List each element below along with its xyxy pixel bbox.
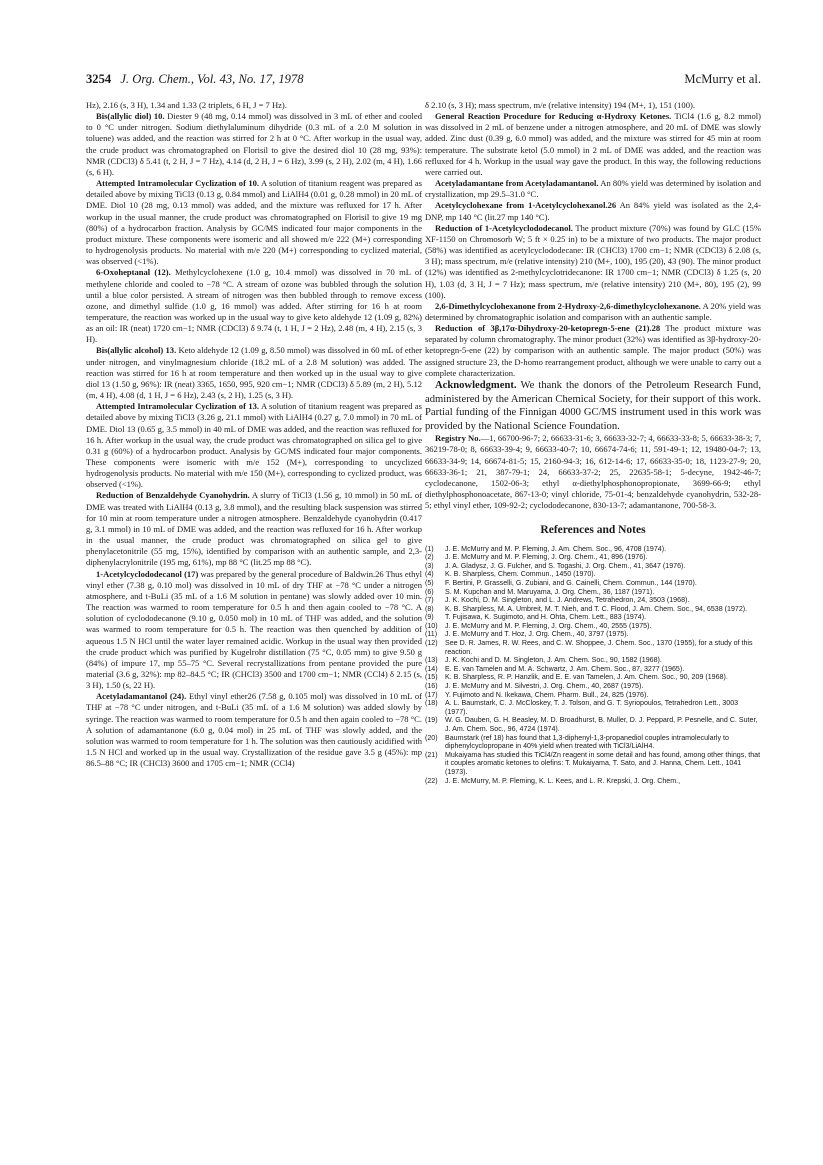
reference-item — [425, 579, 761, 588]
paragraph-heading: Bis(allylic diol) 10. — [96, 111, 165, 122]
experimental-paragraph — [425, 200, 761, 222]
reference-number: (6) — [425, 587, 434, 596]
references-title: References and Notes — [540, 524, 646, 537]
reference-text: J. K. Kochi, D. M. Singleton, and L. J. Andrews, Tetrahedron, 24, 3503 (1968). — [445, 596, 690, 605]
experimental-paragraph — [86, 569, 422, 692]
reference-text: J. E. McMurry and M. Silvestri, J. Org. Chem., 40, 2687 (1975). — [445, 682, 644, 691]
reference-item — [425, 596, 761, 605]
reference-text: K. B. Sharpless, M. A. Umbreit, M. T. Nieh, and T. C. Flood, J. Am. Chem. Soc., 94, 6538 (1972). — [445, 604, 748, 613]
reference-item — [425, 613, 761, 622]
reference-item — [425, 553, 761, 562]
reference-number: (13) — [425, 656, 438, 665]
reference-number: (17) — [425, 690, 438, 699]
paragraph-text: Methylcyclohexene (1.0 g, 10.4 mmol) was dissolved in 70 mL of methylene chloride and cooled to −78 °C. A stream of ozone was bubbled through the solution until a blue color persisted. A stream of nitrogen was then bubbled through to remove excess ozone, and dimethyl sulfide (1.0 g, 16 mmol) was added. After stirring for 16 h at room temperature, the reaction was worked up in the usual way to give keto aldehyde 12 (1.09 g, 82%) as an oil: IR (neat) 1720 cm−1; NMR (CDCl3) δ 9.74 (t, 1 H, J = 2 Hz), 2.48 (m, 4 H), 2.15 (s, 3 H). — [86, 267, 422, 345]
page-number: 3254 — [86, 72, 112, 86]
paragraph-heading: Attempted Intramolecular Cyclization of 10. — [96, 178, 259, 189]
reference-number: (3) — [425, 561, 434, 570]
reference-item — [425, 673, 761, 682]
references-list — [425, 545, 761, 786]
paragraph-heading: Reduction of 1-Acetylcyclododecanol. — [435, 222, 573, 233]
experimental-paragraph — [86, 267, 422, 345]
reference-text: J. A. Gladysz, J. G. Fulcher, and S. Togashi, J. Org. Chem., 41, 3647 (1976). — [445, 561, 686, 570]
reference-item — [425, 605, 761, 614]
experimental-paragraph — [86, 178, 422, 267]
acknowledgment-heading: Acknowledgment. — [435, 379, 517, 391]
paragraph-heading: Acetyladamantanol (24). — [96, 691, 187, 702]
reference-number: (7) — [425, 596, 434, 605]
reference-number: (4) — [425, 570, 434, 579]
reference-number: (21) — [425, 750, 438, 759]
reference-text: T. Fujisawa, K. Sugimoto, and H. Ohta, Chem. Lett., 883 (1974). — [445, 613, 647, 622]
experimental-paragraph — [86, 345, 422, 401]
paragraph-heading: Attempted Intramolecular Cyclization of 13. — [96, 401, 259, 412]
reference-text: J. E. McMurry and T. Hoz, J. Org. Chem., 40, 3797 (1975). — [445, 630, 629, 639]
reference-number: (15) — [425, 673, 438, 682]
reference-text: J. E. McMurry, M. P. Fleming, K. L. Kees, and L. R. Krepski, J. Org. Chem., — [445, 776, 681, 785]
paragraph-heading: General Reaction Procedure for Reducing α-Hydroxy Ketones. — [435, 111, 672, 122]
experimental-paragraph — [425, 301, 761, 323]
paragraph-text: The product mixture (70%) was found by GLC (15% XF-1150 on Chromosorb W; 5 ft × 0.25 in) to be a mixture of two products. The major product (58%) was identified as acetylcyclododecane: IR (CHCl3) 1700 cm−1; NMR (CDCl3) δ 2.08 (s, 3 H); mass spectrum, m/e (relative intensity) 210 (M+, 100), 195 (20), 43 (90). The minor product (12%) was identified as 2-methylcyclotridecanone: IR 1700 cm−1; NMR (CDCl3) δ 1.25 (s, 20 H), 1.03 (d, 3 H, J = 7 Hz); mass spectrum, m/e (relative intensity) 210 (M+, 80), 195 (2), 99 (100). — [425, 222, 762, 300]
paragraph-text: δ 2.10 (s, 3 H); mass spectrum, m/e (relative intensity) 194 (M+, 1), 151 (100). — [425, 100, 695, 110]
experimental-paragraph — [425, 100, 761, 111]
reference-number: (19) — [425, 716, 438, 725]
reference-text: K. B. Sharpless, R. P. Hanzlik, and E. E. van Tamelen, J. Am. Chem. Soc., 90, 209 (1968). — [445, 673, 728, 682]
paragraph-text: A solution of titanium reagent was prepared as detailed above by mixing TiCl3 (0.13 g, 0.84 mmol) and LiAlH4 (0.01 g, 0.28 mmol) in 20 mL of DME. Diol 10 (28 mg, 0.13 mmol) was added, and the mixture was refluxed for 17 h. After workup in the usual manner, the crude product was chromatographed on Florisil to give 19 mg (80%) of a hydrocarbon fraction. Analysis by GC/MS indicated four major components in the product mixture. These components were isomeric and all showed m/e 222 (M+) corresponding to hydrogenolysis products. No material with m/e 220 (M+) corresponding to cyclized material, was observed (<1%). — [86, 178, 423, 267]
paragraph-text: was prepared by the general procedure of Baldwin.26 Thus ethyl vinyl ether (7.38 g, 0.10 mol) was dissolved in 10 mL of dry THF at −78 °C under a nitrogen atmosphere, and t-BuLi (35 mL of a 1.6 M solution in pentane) was slowly added over 10 min. The reaction was warmed to room temperature for 0.5 h and then again cooled to −78 °C. A solution of cyclododecanone (9.10 g, 0.050 mol) in 10 mL of THF was added, and the solution was warmed to room temperature for 0.5 h. The reaction was then quenched by addition of aqueous 1.5 N HCl until the water layer remained acidic. Workup in the usual way then provided the crude product which was purified by Kugelrohr distillation (75 °C, 0.05 mm) to give 9.50 g (84%) of impure 17, mp 55–75 °C. Several recrystallizations from pentane provided the pure material (3.6 g, 32%): mp 82–84.5 °C; IR (CHCl3) 3500 and 1700 cm−1; NMR (CCl4) δ 2.15 (s, 3 H), 1.50 (s, 22 H). — [86, 568, 422, 691]
reference-item — [425, 622, 761, 631]
reference-number: (8) — [425, 604, 434, 613]
reference-text: J. E. McMurry and M. P. Fleming, J. Org. Chem., 41, 896 (1976). — [445, 553, 648, 562]
reference-item — [425, 630, 761, 639]
reference-item — [425, 734, 761, 751]
experimental-continued — [425, 100, 761, 379]
registry-numbers — [425, 433, 761, 511]
experimental-paragraph — [86, 401, 422, 490]
reference-text: Baumstark (ref 18) has found that 1,3-diphenyl-1,3-propanediol couples intramolecularly to diphenylcyclopropane in 40% yield when treated with TiCl3/LiAlH4. — [445, 733, 729, 751]
reference-number: (5) — [425, 578, 434, 587]
registry-heading: Registry No. — [435, 433, 481, 444]
reference-item — [425, 777, 761, 786]
reference-item — [425, 545, 761, 554]
reference-number: (20) — [425, 733, 438, 742]
reference-number: (22) — [425, 776, 438, 785]
reference-text: F. Bertini, P. Grasselli, G. Zubiani, and G. Cainelli, Chem. Commun., 144 (1970). — [445, 578, 697, 587]
paragraph-heading: 6-Oxoheptanal (12). — [96, 267, 171, 278]
reference-text: Y. Fujimoto and N. Ikekawa, Chem. Pharm. Bull., 24, 825 (1976). — [445, 690, 649, 699]
experimental-paragraph — [86, 100, 422, 111]
reference-item — [425, 682, 761, 691]
experimental-paragraph — [86, 691, 422, 769]
paragraph-heading: Reduction of Benzaldehyde Cyanohydrin. — [96, 490, 250, 501]
reference-number: (2) — [425, 553, 434, 562]
paragraph-heading: 1-Acetylcyclododecanol (17) — [96, 568, 199, 579]
reference-number: (10) — [425, 621, 438, 630]
reference-item — [425, 639, 761, 656]
running-authors: McMurry et al. — [684, 72, 761, 86]
acknowledgment-text: We thank the donors of the Petroleum Research Fund, administered by the American Chemical Society, for their support of this work. Partial funding of the Finnigan 4000 GC/MS instrument used in this work was provided by the National Science Foundation. — [425, 379, 761, 432]
reference-item — [425, 751, 761, 777]
paragraph-text: A solution of titanium reagent was prepared as detailed above by mixing TiCl3 (3.26 g, 21.1 mmol) with LiAlH4 (0.27 g, 7.0 mmol) in 70 mL of DME. Diol 13 (0.65 g, 3.5 mmol) in 40 mL of DME was added, and the reaction was refluxed for 16 h. After workup in the usual way, the crude product was chromatographed on silica gel to give 0.31 g (60%) of a hydrocarbon product. Analysis by GC/MS indicated four major components. These components were isomeric with m/e 152 (M+), corresponding to uncyclized hydrogenolysis products. No material with m/e 150 (M+), corresponding to cyclized product, was observed (<1%). — [86, 401, 423, 490]
reference-item — [425, 691, 761, 700]
reference-text: A. L. Baumstark, C. J. McCloskey, T. J. Tolson, and G. T. Syriopoulos, Tetrahedron Lett., 3003 (1977). — [445, 699, 739, 716]
paragraph-text: A 20% yield was determined by chromatographic isolation and comparison with an authentic sample. — [425, 300, 761, 322]
reference-number: (1) — [425, 544, 434, 553]
reference-text: J. E. McMurry and M. P. Fleming, J. Org. Chem., 40, 2555 (1975). — [445, 621, 652, 630]
reference-item — [425, 656, 761, 665]
paragraph-heading: Bis(allylic alcohol) 13. — [96, 345, 177, 356]
paragraph-text: The product mixture was separated by column chromatography. The minor product (32%) was identified as 3β-hydroxy-20-ketopregn-5-ene (22) by comparison with an authentic sample. The major product (50%) was assigned structure 23, the D-homo rearrangement product, although we were unable to carry out a complete characterization. — [425, 323, 761, 378]
reference-text: W. G. Dauben, G. H. Beasley, M. D. Broadhurst, B. Muller, D. J. Peppard, P. Pesnelle, and C. Suter, J. Am. Chem. Soc., 96, 4724 (1974). — [445, 716, 758, 733]
reference-text: J. K. Kochi and D. M. Singleton, J. Am. Chem. Soc., 90, 1582 (1968). — [445, 656, 662, 665]
paragraph-text: Keto aldehyde 12 (1.09 g, 8.50 mmol) was dissolved in 60 mL of ether under nitrogen, and vinylmagnesium chloride (18.2 mL of a 2.8 M solution) was added. The reaction was stirred for 16 h at room temperature and then worked up in the usual way to give diol 13 (1.50 g, 96%): IR (neat) 3365, 1650, 995, 920 cm−1; NMR (CDCl3) δ 5.89 (m, 2 H), 5.12 (m, 4 H), 4.08 (d, 1 H, J = 6 Hz), 2.43 (s, 2 H), 1.25 (s, 3 H). — [86, 345, 422, 401]
acknowledgment — [425, 379, 761, 433]
reference-number: (12) — [425, 639, 438, 648]
paragraph-text: Diester 9 (48 mg, 0.14 mmol) was dissolved in 3 mL of ether and cooled to 0 °C under nitrogen. Sodium diethylaluminum dihydride (0.3 mL of a 2.0 M solution in toluene) was added, and the reaction was stirred for 2 h at 0 °C. After workup in the usual way, the crude product was chromatographed on Florisil to give the desired diol 10 (28 mg, 93%): NMR (CDCl3) δ 5.41 (t, 2 H, J = 7 Hz), 4.14 (d, 2 H, J = 6 Hz), 3.99 (s, 2 H), 2.02 (m, 4 H), 1.66 (s, 6 H). — [86, 111, 422, 177]
reference-item — [425, 665, 761, 674]
experimental-paragraph — [425, 223, 761, 301]
paragraph-text: Ethyl vinyl ether26 (7.58 g, 0.105 mol) was dissolved in 10 mL of THF at −78 °C under nitrogen, and t-BuLi (35 mL of a 1.6 M solution) was added slowly by syringe. The reaction was warmed to room temperature for 0.5 h and then again cooled to −78 °C. A solution of adamantanone (6.0 g, 0.04 mol) in 25 mL of THF was slowly added, and the solution was warmed to room temperature for 1 h. The solution was then cautiously acidified with 1.5 N HCl and worked up in the usual way. Crystallization of the residue gave 3.5 g (45%): mp 86.5–88 °C; IR (CHCl3) 3600 and 1705 cm−1; NMR (CCl4) — [86, 691, 423, 769]
paragraph-heading: Acetylcyclohexane from 1-Acetylcyclohexanol.26 — [435, 200, 617, 211]
paragraph-text: TiCl4 (1.6 g, 8.2 mmol) was dissolved in 2 mL of benzene under a nitrogen atmosphere, and 20 mL of DME was slowly added. Zinc dust (0.39 g, 6.0 mmol) was added, and the mixture was stirred for 45 min at room temperature. The substrate ketol (5.0 mmol) in 2 mL of DME was added, and the reaction was refluxed for 4 h. Workup in the usual way gave the product. In this way, the following reductions were carried out. — [425, 111, 761, 177]
right-column — [425, 100, 761, 785]
reference-text: E. E. van Tamelen and M. A. Schwartz, J. Am. Chem. Soc., 87, 3277 (1965). — [445, 664, 685, 673]
reference-item — [425, 570, 761, 579]
paragraph-text: An 80% yield was determined by isolation and crystallization, mp 29.5–31.0 °C. — [425, 178, 761, 200]
reference-item — [425, 716, 761, 733]
paragraph-heading: 2,6-Dimethylcyclohexanone from 2-Hydroxy-2,6-dimethylcyclohexanone. — [435, 300, 701, 311]
page-header — [86, 72, 761, 92]
reference-text: S. M. Kupchan and M. Maruyama, J. Org. Chem., 36, 1187 (1971). — [445, 587, 655, 596]
reference-item — [425, 588, 761, 597]
reference-item — [425, 562, 761, 571]
experimental-paragraph — [86, 490, 422, 568]
reference-number: (16) — [425, 682, 438, 691]
paragraph-text: Hz), 2.16 (s, 3 H), 1.34 and 1.33 (2 triplets, 6 H, J = 7 Hz). — [86, 100, 287, 110]
journal-citation: J. Org. Chem., Vol. 43, No. 17, 1978 — [120, 72, 304, 86]
paragraph-heading: Reduction of 3β,17α-Dihydroxy-20-ketopregn-5-ene (21).28 — [435, 323, 661, 334]
paragraph-heading: Acetyladamantane from Acetyladamantanol. — [435, 178, 599, 189]
left-column — [86, 100, 422, 769]
reference-text: See D. R. James, R. W. Rees, and C. W. Shoppee, J. Chem. Soc., 1370 (1955), for a study of this reaction. — [445, 639, 753, 656]
reference-text: J. E. McMurry and M. P. Fleming, J. Am. Chem. Soc., 96, 4708 (1974). — [445, 544, 667, 553]
reference-number: (18) — [425, 699, 438, 708]
reference-number: (11) — [425, 630, 438, 639]
experimental-paragraph — [86, 111, 422, 178]
paragraph-text: An 84% yield was isolated as the 2,4-DNP, mp 140 °C (lit.27 mp 140 °C). — [425, 200, 761, 222]
paragraph-text: A slurry of TiCl3 (1.56 g, 10 mmol) in 50 mL of DME was treated with LiAlH4 (0.13 g, 3.8 mmol), and the resulting black suspension was stirred for 10 min at room temperature under a nitrogen atmosphere. Benzaldehyde cyanohydrin (0.417 g, 3.1 mmol) in 10 mL of DME was added, and the reaction was refluxed for 16 h. After workup in the usual manner, the crude product was chromatographed on silica gel to give phenylacetonitrile (55 mg, 15%), identified by comparison with an authentic sample, and 2,3-diphenylacrylonitrile (195 mg, 61%), mp 88 °C (lit.25 mp 88 °C). — [86, 490, 422, 568]
reference-number: (14) — [425, 664, 438, 673]
experimental-paragraph — [425, 111, 761, 178]
reference-text: Mukaiyama has studied this TiCl4/Zn reagent in some detail and has found, among other things, that it couples aromatic ketones to olefins: T. Mukaiyama, T. Sato, and J. Hanna, Chem. Lett., 1041 (1973). — [445, 750, 761, 776]
reference-item — [425, 699, 761, 716]
experimental-paragraph — [425, 178, 761, 200]
reference-number: (9) — [425, 613, 434, 622]
registry-text: —1, 66700-96-7; 2, 66633-31-6; 3, 66633-32-7; 4, 66633-33-8; 5, 66633-38-3; 7, 36219-78-0; 8, 66633-39-4; 9, 66633-40-7; 10, 66674-74-6; 11, 591-49-1; 12, 19480-04-7; 13, 66633-34-9; 14, 66674-81-5; 15, 2160-94-3; 16, 612-14-6; 17, 66633-35-0; 18, 1123-27-9; 20, 66633-36-1; 21, 387-79-1; 24, 66633-37-2; 25, 22635-58-1; 5-decyne, 1942-46-7; cyclodecanone, 1502-06-3; ethyl α-diethylphosphonopropionate, 3699-66-9; ethyl diethylphosphonoacetate, 867-13-0; vinyl chloride, 75-01-4; benzaldehyde cyanohydrin, 532-28-5; ethyl vinyl ether, 109-92-2; cyclododecanone, 830-13-7; adamantanone, 700-58-3. — [425, 433, 761, 511]
reference-text: K. B. Sharpless, Chem. Commun., 1450 (1970). — [445, 570, 596, 579]
experimental-paragraph — [425, 323, 761, 379]
